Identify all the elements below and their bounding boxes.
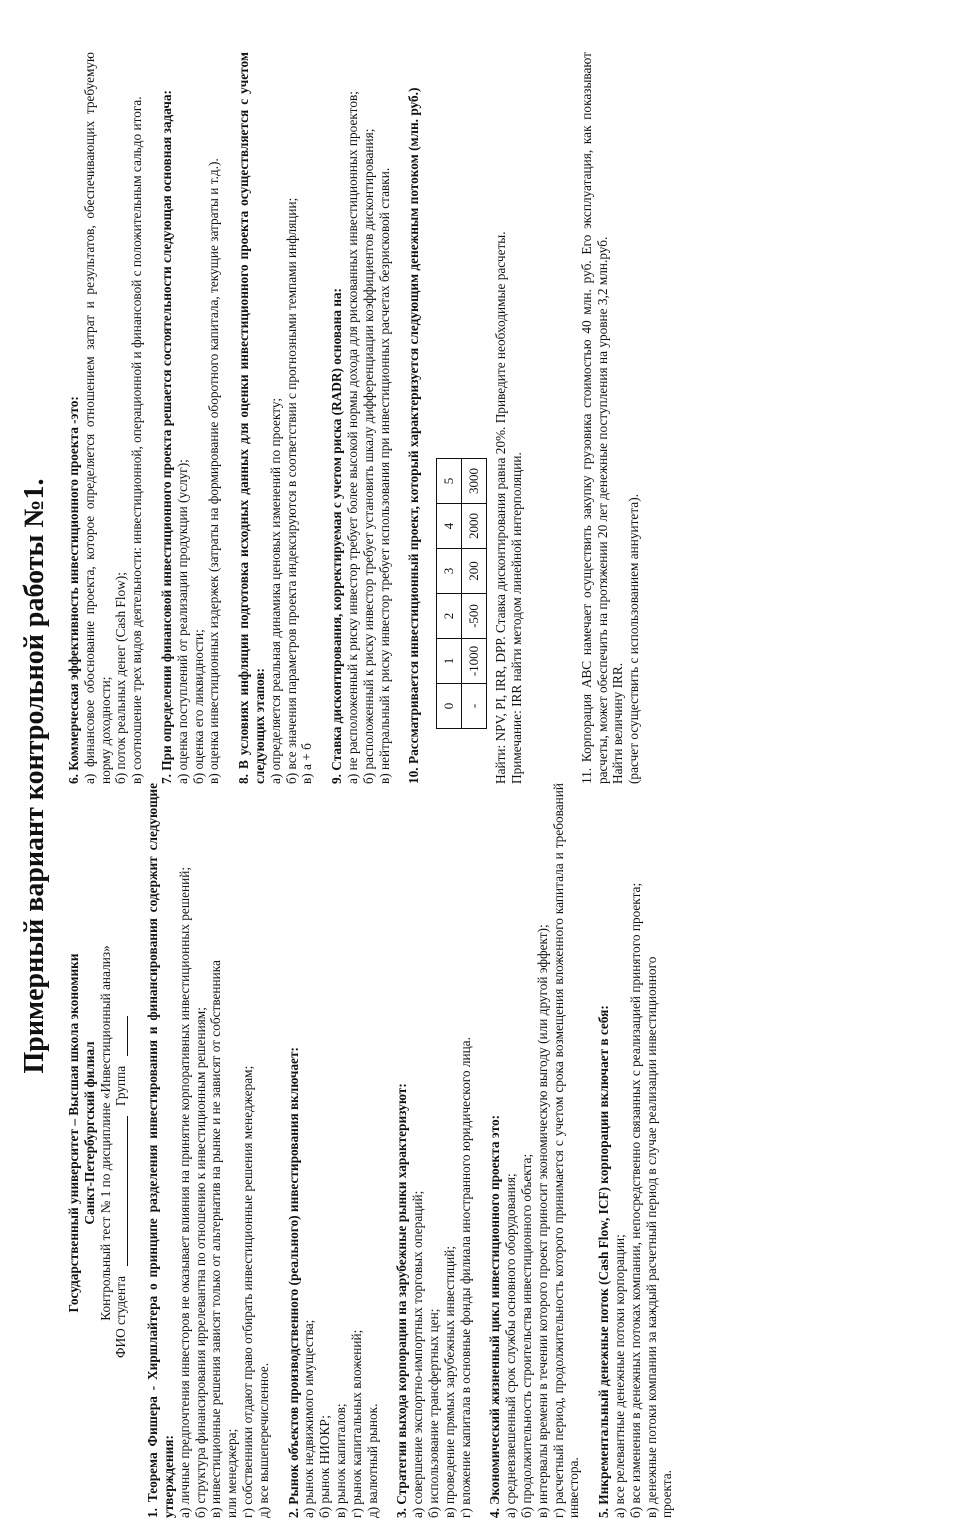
answer-option: в) а + б [299,743,315,784]
answer-option: б) все значения параметров проекта индексируются в соответствии с прогнозными темпами инфляции; [283,197,299,784]
question-title: 8. В условиях инфляции подготовка исходных данных для оценки инвестиционного проекта осуществляется с учетом следующих этапов: [236,52,267,784]
spacer [525,52,565,784]
question-2 [286,783,381,1518]
answer-option-continued: или менеджера; [224,1428,240,1518]
answer-option: б) все изменения в денежных потоках компании, непосредственно связанных с реализацией принятого проекта; [627,882,643,1518]
question-title: 9. Ставка дисконтирования, корректируемая с учетом риска (RADR) основана на: [329,288,345,784]
question-10 [406,52,524,784]
answer-option: д) валютный рынок. [364,1403,380,1518]
task-instruction: Найти: NPV, PI, IRR, DPP. Ставка дисконтирования равна 20%. Приведите необходимые расчеты. [493,231,509,784]
question-4 [487,783,582,1518]
answer-option: а) оценка поступлений от реализации продукции (услуг); [174,459,190,784]
question-3 [394,783,473,1518]
answer-option: в) оценка инвестиционных издержек (затраты на формирование оборотного капитала, текущие затраты и т.д.). [206,158,222,784]
task-note: Примечание: IRR найти методом линейной интерполяции. [508,452,524,784]
question-title: 10. Рассматривается инвестиционный проект, который характеризуется следующим денежным потоком (млн. руб.) [406,87,422,784]
question-title: 3. Стратегии выхода корпорации на зарубежные рынки характеризуют: [394,1083,410,1518]
test-name: Контрольный тест № 1 по дисциплине «Инвестиционный анализ» [97,945,113,1321]
question-6 [66,52,145,784]
answer-option: б) структура финансирования иррелевантна по отношению к инвестиционным решениям; [192,1007,208,1518]
task-hint: (расчет осуществить с использованием аннуитета). [626,494,642,784]
answer-option: д) все вышеперечисленное. [255,1362,271,1518]
question-title: 4. Экономический жизненный цикл инвестиционного проекта это: [487,1114,503,1518]
answer-option: б) продолжительность строительства инвестиционного объекта; [518,1153,534,1518]
question-5 [596,783,675,1518]
answer-option: в) инвестиционные решения зависят только от альтернатив на рынке и не зависят от собственника [208,960,224,1518]
answer-option: в) рынок капиталов; [332,1403,348,1518]
answer-option: в) проведение прямых зарубежных инвестиций; [441,1245,457,1518]
answer-option: б) использование трансфертных цен; [425,1308,441,1518]
table-cell: - [462,684,487,729]
answer-option: б) расположенный к риску инвестор требует установить шкалу дифференциации коэффициентов дисконтирования; [360,128,376,784]
document-header [66,898,129,1368]
question-1 [145,783,271,1518]
table-cell: 1 [437,639,462,684]
table-cell: 0 [437,684,462,729]
table-cell: -1000 [462,639,487,684]
answer-option: в) денежные потоки компании за каждый расчетный период в случае реализации инвестиционного [643,956,659,1518]
answer-option: а) рынок недвижимого имущества; [301,1319,317,1518]
question-title: 7. При определении финансовой инвестиционного проекта решается состоятельности следующая основная задача: [158,90,174,784]
answer-option: а) определяется реальная динамика ценовых изменений по проекту; [267,397,283,784]
answer-option: г) расчетный период, продолжительность которого принимается с учетом срока возмещения вложенного капитала и требований инвестора. [550,783,582,1518]
page-title: Примерный вариант контрольной работы №1. [19,478,50,1074]
answer-option: г) собственники отдают право отбирать инвестиционные решения менеджерам; [239,1065,255,1518]
table-cell: 2 [437,594,462,639]
question-7 [159,52,222,784]
answer-option: в) соотношение трех видов деятельности: инвестиционной, операционной и финансовой с положительным сальдо итога. [129,96,145,784]
question-title: 1. Теорема Фишера - Хиршлайтера о принципе разделения инвестирования и финансирования содержит следующие утверждения: [145,783,176,1518]
answer-option: а) все релевантные денежные потоки корпорации; [611,1234,627,1518]
left-column [66,783,675,1518]
question-title: 6. Коммерческая эффективность инвестиционного проекта -это: [66,396,81,784]
cash-flow-table [436,458,487,729]
table-cell: 4 [437,504,462,549]
group-label: Группа [113,1065,129,1106]
table-cell: 200 [462,549,487,594]
answer-option: б) рынок НИОКР; [317,1415,333,1518]
answer-option: в) интервалы времени в течении которого проект приносит экономическую выгоду (или другой эффект); [534,924,550,1518]
answer-option: г) рынок капитальных вложений; [348,1329,364,1518]
table-cell: -500 [462,594,487,639]
fio-label: ФИО студента [113,1275,129,1358]
table-row-years [437,459,462,729]
answer-option: а) не расположенный к риску инвестор требует более высокой нормы дохода для рискованных инвестиционных проектов; [344,91,360,784]
answer-option: а) личные предпочтения инвесторов не оказывает влияния на принятие корпоративных инвестиционных решений; [176,866,192,1518]
task-text: 11. Корпорация АВС намечает осуществить закупку грузовика стоимостью 40 млн. руб. Его эксплуатация, как показывают расчеты, может обеспечить на протяжении 20 лет денежные поступления на уровне 3,2 млн.руб. [578,52,610,784]
table-cell: 5 [437,459,462,504]
group-field[interactable] [113,1016,128,1056]
task-instruction: Найти величину IRR. [610,662,626,784]
table-cell: 2000 [462,504,487,549]
answer-option: б) оценка его ликвидности; [190,629,206,784]
table-row-flows [462,459,487,729]
answer-option: а) совершение экспортно-импортных торговых операций; [410,1190,426,1518]
question-title: 2. Рынок объектов производственного (реального) инвестирования включает: [285,1047,301,1518]
table-cell: 3000 [462,459,487,504]
branch-name: Санкт-Петербургский филиал [81,1041,97,1225]
right-column [66,52,642,784]
student-fields [113,898,129,1358]
answer-option-continued: проекта. [659,1470,675,1518]
answer-option: г) вложение капитала в основные фонды филиала иностранного юридического лица. [457,1037,473,1518]
question-9 [329,52,392,784]
question-11 [579,52,642,784]
question-8 [236,52,315,784]
answer-option: б) поток реальных денег (Cash Flow); [113,572,129,784]
answer-option: а) средневзвешенный срок службы основного оборудования; [503,1173,519,1518]
university-name: Государственный университет – Высшая школа экономики [66,953,81,1313]
answer-option: в) нейтральный к риску инвестор требует использования при инвестиционных расчетах безрисковой ставки. [376,167,392,784]
question-title: 5. Инкрементальный денежные поток (Cash Flow, ICF) корпорации включает в себя: [596,1005,612,1518]
fio-field[interactable] [113,1116,128,1266]
answer-option: а) финансовое обоснование проекта, которое определяется отношением затрат и результатов, обеспечивающих требуемую норму доходности; [81,52,113,784]
table-cell: 3 [437,549,462,594]
